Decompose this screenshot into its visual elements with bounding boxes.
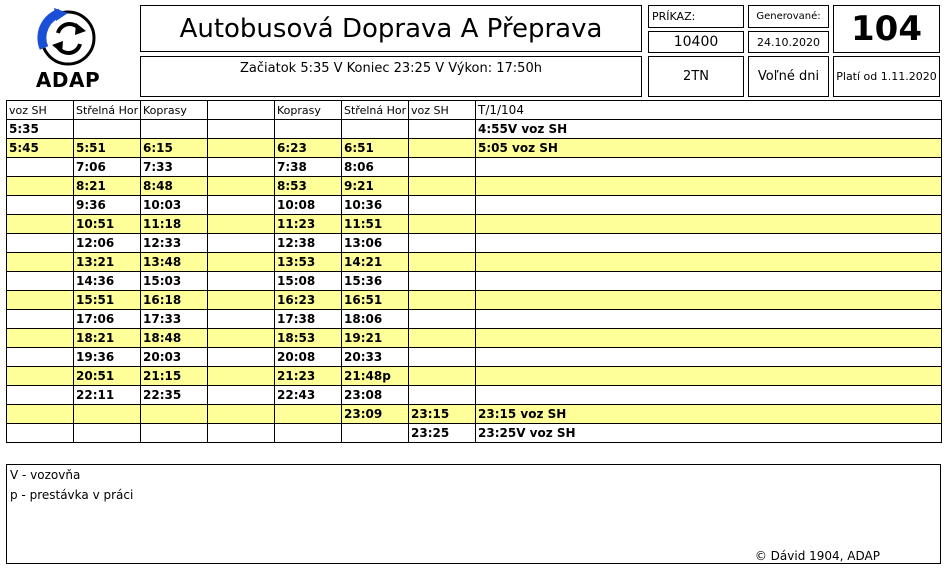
table-cell — [7, 196, 74, 215]
table-cell: 12:06 — [74, 234, 141, 253]
table-cell — [409, 139, 476, 158]
table-cell: 17:33 — [141, 310, 208, 329]
table-cell — [409, 196, 476, 215]
table-cell — [476, 253, 942, 272]
order-number: 10400 — [648, 31, 744, 53]
table-cell: 20:03 — [141, 348, 208, 367]
table-cell: 18:53 — [275, 329, 342, 348]
table-cell: 11:18 — [141, 215, 208, 234]
legend-box — [6, 464, 941, 564]
adap-logo — [30, 6, 106, 94]
table-cell: 5:45 — [7, 139, 74, 158]
bus-cycle-icon — [30, 6, 106, 68]
table-cell — [141, 120, 208, 139]
table-cell — [476, 367, 942, 386]
table-cell: 19:36 — [74, 348, 141, 367]
table-cell: 20:51 — [74, 367, 141, 386]
table-row — [7, 405, 942, 424]
table-cell: 21:15 — [141, 367, 208, 386]
table-cell: 19:21 — [342, 329, 409, 348]
valid-from: Platí od 1.11.2020 — [833, 56, 940, 97]
table-cell — [7, 329, 74, 348]
table-cell: 18:48 — [141, 329, 208, 348]
table-cell: 6:15 — [141, 139, 208, 158]
table-cell — [476, 158, 942, 177]
shift-summary: Začiatok 5:35 V Koniec 23:25 V Výkon: 17:50h — [140, 56, 642, 97]
table-cell — [342, 424, 409, 443]
legend-item-depot: V - vozovňa — [10, 468, 81, 482]
order-label: PRÍKAZ: — [648, 5, 744, 28]
route-number: 104 — [833, 5, 940, 53]
table-cell: 17:38 — [275, 310, 342, 329]
table-row — [7, 291, 942, 310]
table-cell — [208, 177, 275, 196]
table-row — [7, 177, 942, 196]
table-cell: 13:48 — [141, 253, 208, 272]
table-cell — [208, 386, 275, 405]
table-cell: 20:33 — [342, 348, 409, 367]
table-cell — [74, 120, 141, 139]
table-cell: 17:06 — [74, 310, 141, 329]
table-cell: 16:51 — [342, 291, 409, 310]
table-cell — [409, 386, 476, 405]
column-header: voz SH — [409, 101, 476, 120]
table-cell: 23:25V voz SH — [476, 424, 942, 443]
table-cell: 18:21 — [74, 329, 141, 348]
column-header: T/1/104 — [476, 101, 942, 120]
table-cell: 6:23 — [275, 139, 342, 158]
table-cell: 23:08 — [342, 386, 409, 405]
table-cell — [409, 215, 476, 234]
table-cell: 14:21 — [342, 253, 409, 272]
table-cell: 8:53 — [275, 177, 342, 196]
table-cell: 23:15 — [409, 405, 476, 424]
table-cell: 13:06 — [342, 234, 409, 253]
table-cell: 8:21 — [74, 177, 141, 196]
table-cell — [208, 120, 275, 139]
table-cell: 16:18 — [141, 291, 208, 310]
logo-text: ADAP — [35, 68, 101, 92]
table-cell: 10:03 — [141, 196, 208, 215]
table-cell — [342, 120, 409, 139]
table-cell — [208, 139, 275, 158]
table-cell — [141, 405, 208, 424]
table-cell — [476, 177, 942, 196]
table-cell — [409, 158, 476, 177]
table-cell — [208, 291, 275, 310]
table-cell: 23:15 voz SH — [476, 405, 942, 424]
table-cell — [208, 215, 275, 234]
table-cell: 12:33 — [141, 234, 208, 253]
table-cell: 23:25 — [409, 424, 476, 443]
table-row — [7, 272, 942, 291]
table-cell — [74, 405, 141, 424]
table-cell — [409, 120, 476, 139]
table-cell — [7, 386, 74, 405]
generated-date: 24.10.2020 — [748, 31, 829, 53]
table-cell — [7, 405, 74, 424]
table-row — [7, 424, 942, 443]
table-cell — [208, 310, 275, 329]
table-cell — [476, 386, 942, 405]
table-cell: 15:36 — [342, 272, 409, 291]
table-cell — [7, 291, 74, 310]
table-cell — [7, 215, 74, 234]
column-header: Koprasy — [141, 101, 208, 120]
table-cell: 11:23 — [275, 215, 342, 234]
table-cell — [476, 196, 942, 215]
table-header-row — [7, 101, 942, 120]
table-cell — [476, 234, 942, 253]
table-row — [7, 367, 942, 386]
column-header — [208, 101, 275, 120]
table-cell: 15:51 — [74, 291, 141, 310]
table-cell: 18:06 — [342, 310, 409, 329]
table-cell — [208, 367, 275, 386]
table-cell: 16:23 — [275, 291, 342, 310]
table-cell: 21:48p — [342, 367, 409, 386]
table-cell — [141, 424, 208, 443]
table-cell — [476, 291, 942, 310]
table-row — [7, 158, 942, 177]
table-cell: 8:48 — [141, 177, 208, 196]
column-header: Střelná Hor — [74, 101, 141, 120]
table-cell — [7, 234, 74, 253]
table-cell: 6:51 — [342, 139, 409, 158]
table-cell — [208, 348, 275, 367]
table-row — [7, 196, 942, 215]
table-cell — [7, 272, 74, 291]
table-cell — [409, 329, 476, 348]
table-cell: 9:21 — [342, 177, 409, 196]
company-title: Autobusová Doprava A Přeprava — [140, 5, 642, 52]
table-cell — [275, 120, 342, 139]
table-cell — [476, 310, 942, 329]
table-cell: 10:36 — [342, 196, 409, 215]
table-cell — [208, 253, 275, 272]
table-cell — [409, 272, 476, 291]
table-cell: 5:51 — [74, 139, 141, 158]
table-cell — [275, 424, 342, 443]
day-type: Voľné dni — [748, 56, 829, 97]
column-header: voz SH — [7, 101, 74, 120]
table-cell — [208, 329, 275, 348]
table-cell: 13:21 — [74, 253, 141, 272]
table-cell: 7:38 — [275, 158, 342, 177]
table-cell: 15:08 — [275, 272, 342, 291]
table-cell — [7, 367, 74, 386]
table-cell — [208, 405, 275, 424]
table-cell — [476, 329, 942, 348]
table-cell: 22:11 — [74, 386, 141, 405]
table-row — [7, 348, 942, 367]
table-row — [7, 386, 942, 405]
table-row — [7, 139, 942, 158]
table-cell — [7, 348, 74, 367]
table-cell — [409, 234, 476, 253]
table-row — [7, 234, 942, 253]
table-cell: 10:51 — [74, 215, 141, 234]
table-cell — [476, 215, 942, 234]
table-row — [7, 215, 942, 234]
copyright: © Dávid 1904, ADAP — [754, 549, 880, 563]
table-cell: 22:35 — [141, 386, 208, 405]
table-cell: 5:35 — [7, 120, 74, 139]
table-cell — [7, 253, 74, 272]
table-cell — [208, 158, 275, 177]
table-cell — [275, 405, 342, 424]
table-cell — [7, 310, 74, 329]
table-cell: 7:33 — [141, 158, 208, 177]
column-header: Střelná Hor — [342, 101, 409, 120]
table-cell: 15:03 — [141, 272, 208, 291]
timetable — [6, 100, 942, 443]
table-row — [7, 310, 942, 329]
table-cell — [409, 253, 476, 272]
table-cell — [208, 196, 275, 215]
table-cell: 23:09 — [342, 405, 409, 424]
table-cell: 14:36 — [74, 272, 141, 291]
table-cell — [476, 272, 942, 291]
table-cell: 9:36 — [74, 196, 141, 215]
table-cell: 20:08 — [275, 348, 342, 367]
table-cell — [7, 158, 74, 177]
table-cell — [409, 310, 476, 329]
table-cell — [208, 424, 275, 443]
variant-code: 2TN — [648, 56, 744, 97]
table-cell: 22:43 — [275, 386, 342, 405]
table-cell — [208, 234, 275, 253]
table-row — [7, 329, 942, 348]
table-cell — [476, 348, 942, 367]
table-cell — [409, 291, 476, 310]
table-cell: 12:38 — [275, 234, 342, 253]
table-cell — [208, 272, 275, 291]
table-cell: 4:55V voz SH — [476, 120, 942, 139]
table-cell — [409, 367, 476, 386]
table-cell — [74, 424, 141, 443]
table-cell: 13:53 — [275, 253, 342, 272]
legend-item-break: p - prestávka v práci — [10, 488, 134, 502]
table-cell: 11:51 — [342, 215, 409, 234]
table-cell — [7, 177, 74, 196]
table-row — [7, 253, 942, 272]
table-row — [7, 120, 942, 139]
table-cell: 7:06 — [74, 158, 141, 177]
table-cell: 21:23 — [275, 367, 342, 386]
column-header: Koprasy — [275, 101, 342, 120]
table-cell: 5:05 voz SH — [476, 139, 942, 158]
table-cell — [409, 177, 476, 196]
table-cell — [409, 348, 476, 367]
generated-label: Generované: — [748, 5, 829, 28]
table-cell: 10:08 — [275, 196, 342, 215]
table-cell: 8:06 — [342, 158, 409, 177]
table-cell — [7, 424, 74, 443]
